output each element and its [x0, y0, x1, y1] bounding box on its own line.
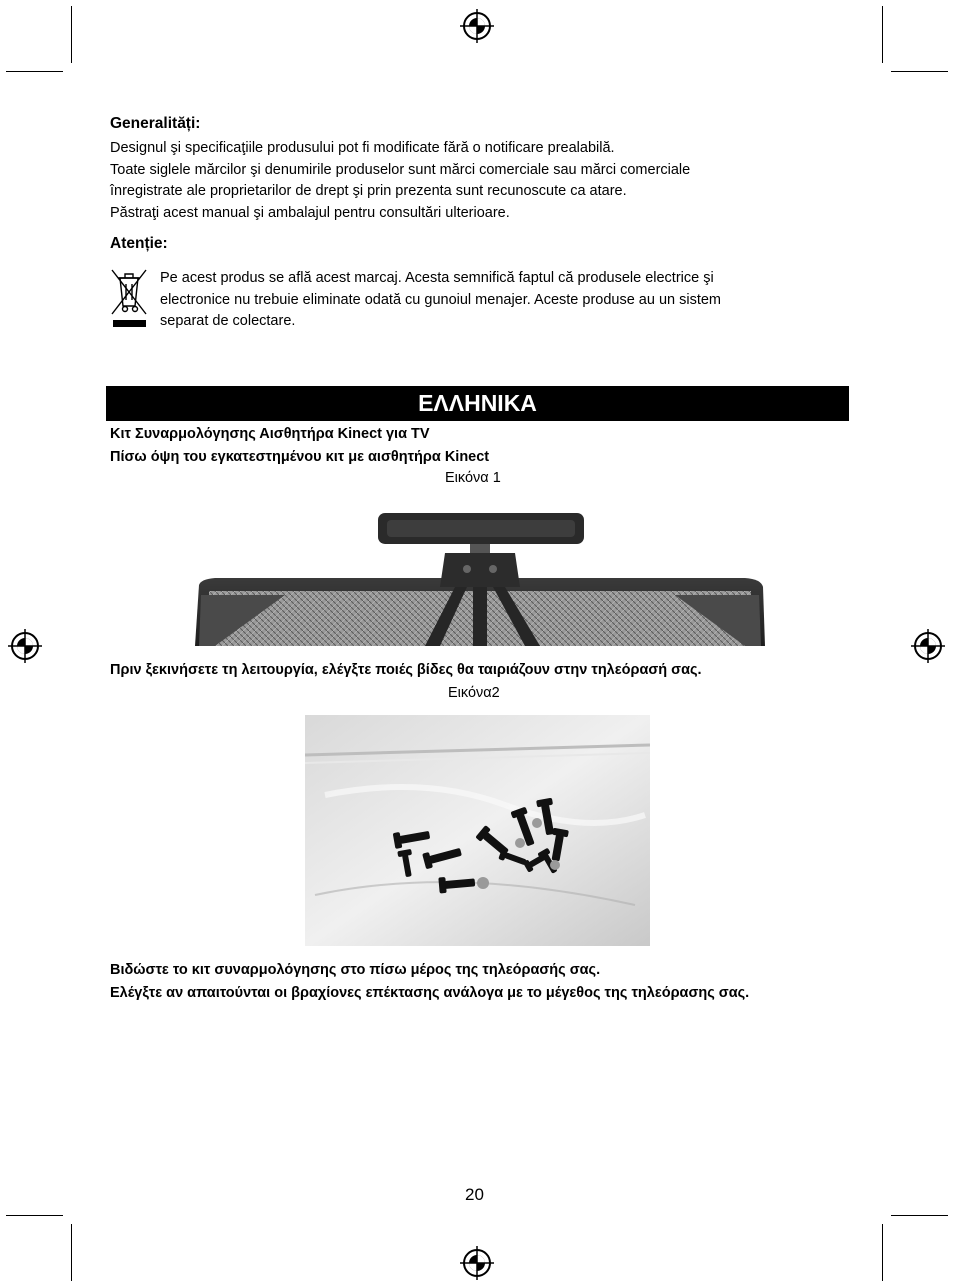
figure-1-caption: Εικόνα 1 [445, 470, 501, 486]
page-number: 20 [465, 1185, 484, 1204]
attention-line: electronice nu trebuie eliminate odată cu gunoiul menajer. Aceste produse au un sistem [160, 291, 722, 308]
registration-mark-icon [911, 629, 945, 663]
kit-subtitle: Πίσω όψη του εγκατεστημένου κιτ με αισθητήρα Kinect [110, 449, 490, 465]
general-line: Designul şi specificaţiile produsului pot fi modificate fără o notificare prealabilă. [110, 140, 615, 156]
general-heading: Generalități: [110, 115, 201, 132]
registration-mark-icon [8, 629, 42, 663]
attention-line: Pe acest produs se află acest marcaj. Acesta semnifică faptul că produsele electrice şi [160, 270, 714, 286]
registration-mark-icon [460, 1246, 494, 1280]
figure-2-caption: Εικόνα2 [448, 685, 500, 701]
instruction-extension-arms: Ελέγξτε αν απαιτούνται οι βραχίονες επέκτασης ανάλογα με το μέγεθος της τηλεόρασης σας. [110, 985, 750, 1001]
section-banner: ΕΛΛΗΝΙΚΑ [106, 386, 849, 421]
instruction-mount-kit: Βιδώστε το κιτ συναρμολόγησης στο πίσω μέρος της τηλεόρασής σας. [110, 962, 601, 978]
kit-title: Κιτ Συναρμολόγησης Αισθητήρα Kinect για TV [110, 426, 430, 442]
attention-paragraph [160, 268, 721, 333]
general-paragraph [110, 138, 690, 224]
figure-2-photo [305, 715, 650, 946]
figure-1-photo [195, 505, 765, 646]
attention-heading: Atenție: [110, 235, 168, 252]
general-line: Toate siglele mărcilor şi denumirile produselor sunt mărci comerciale sau mărci comerciale [110, 161, 691, 178]
general-line: înregistrate ale proprietarilor de drept şi prin prezenta sunt recunoscute ca atare. [110, 183, 627, 199]
instruction-check-screws: Πριν ξεκινήσετε τη λειτουργία, ελέγξτε ποιές βίδες θα ταιριάζουν στην τηλεόρασή σας. [110, 662, 702, 678]
general-line: Păstraţi acest manual şi ambalajul pentru consultări ulterioare. [110, 204, 510, 221]
weee-crossed-bin-icon [108, 266, 150, 332]
registration-mark-icon [460, 9, 494, 43]
attention-line: separat de colectare. [160, 313, 296, 329]
